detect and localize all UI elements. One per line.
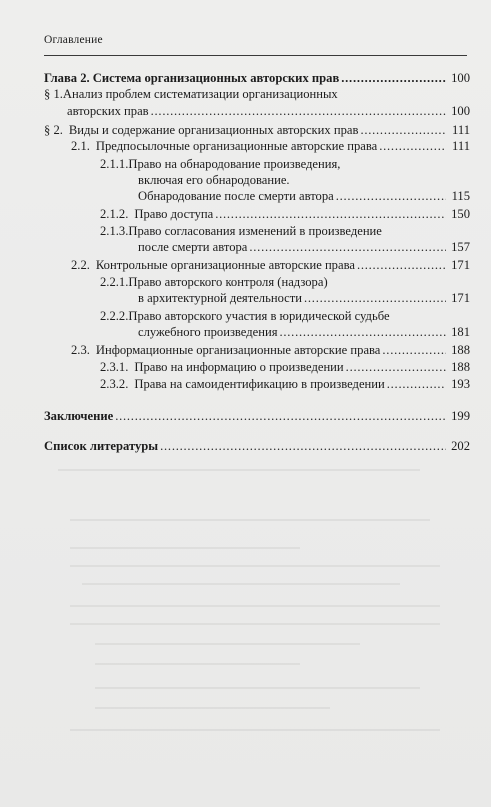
toc-entry-page: 193 (451, 377, 470, 391)
toc-entry-number: 2.2. (71, 258, 90, 272)
running-head: Оглавление (44, 34, 103, 46)
toc-entry-page: 111 (452, 123, 470, 137)
toc-entry-label: Контрольные организационные авторские права (95, 258, 355, 272)
toc-entry-label: Виды и содержание организационных авторских прав (68, 123, 359, 137)
toc-entry-label-cont: после смерти автора (138, 240, 248, 254)
toc-entry-label: Заключение (44, 409, 114, 423)
toc-entry-number: 2.2.1. (100, 275, 129, 289)
toc-entry-number: 2.3.1. (100, 360, 129, 374)
toc-entry-label: Информационные организационные авторские права (95, 343, 381, 357)
toc-entry-label: Право авторского контроля (надзора) (128, 275, 328, 289)
toc-entry-number: 2.1.1. (100, 157, 129, 171)
toc-entry-label: Право доступа (134, 207, 214, 221)
toc-entry-label: Предпосылочные организационные авторские права (95, 139, 378, 153)
toc-entry-label: Право на обнародование произведения, (128, 157, 341, 171)
toc-entry-page: 157 (451, 240, 470, 254)
toc-entry-number: 2.2.2. (100, 309, 129, 323)
toc-entry-label-cont: авторских прав (67, 104, 149, 118)
toc-entry-number: 2.1.3. (100, 224, 129, 238)
toc-entry-page: 111 (452, 139, 470, 153)
toc-entry-label-cont: Обнародование после смерти автора (138, 189, 334, 203)
toc-entry-label: Право согласования изменений в произведение (128, 224, 382, 238)
toc-entry-label-cont: включая его обнародование. (138, 173, 290, 187)
toc-entry-page: 171 (451, 258, 470, 272)
toc-entry-page: 188 (451, 360, 470, 374)
toc-entry-label: Право авторского участия в юридической судьбе (128, 309, 390, 323)
toc-entry-page: 100 (451, 71, 470, 85)
toc-entry-number: 2.3.2. (100, 377, 129, 391)
toc-entry-page: 100 (451, 104, 470, 118)
toc-entry-label-cont: служебного произведения (138, 325, 278, 339)
toc-entry-number: § 2. (44, 123, 63, 137)
toc-entry-label: Права на самоидентификацию в произведении (134, 377, 385, 391)
toc-entry-number: § 1. (44, 87, 63, 101)
toc-entry-number: 2.3. (71, 343, 90, 357)
toc-entry-label: Анализ проблем систематизации организационных (62, 87, 338, 101)
toc-entry-label: Список литературы (44, 439, 159, 453)
toc-entry-page: 115 (451, 189, 470, 203)
toc-entry-page: 181 (451, 325, 470, 339)
toc-entry-label: Право на информацию о произведении (134, 360, 344, 374)
toc-entry-number: 2.1.2. (100, 207, 129, 221)
toc-entry-page: 150 (451, 207, 470, 221)
toc-entry-label: Глава 2. Система организационных авторских прав (44, 71, 340, 85)
toc-entry-page: 188 (451, 343, 470, 357)
toc-entry-page: 171 (451, 291, 470, 305)
toc-entry-number: 2.1. (71, 139, 90, 153)
toc-entry-label-cont: в архитектурной деятельности (138, 291, 303, 305)
toc-entry-page: 199 (451, 409, 470, 423)
toc-entry-page: 202 (451, 439, 470, 453)
